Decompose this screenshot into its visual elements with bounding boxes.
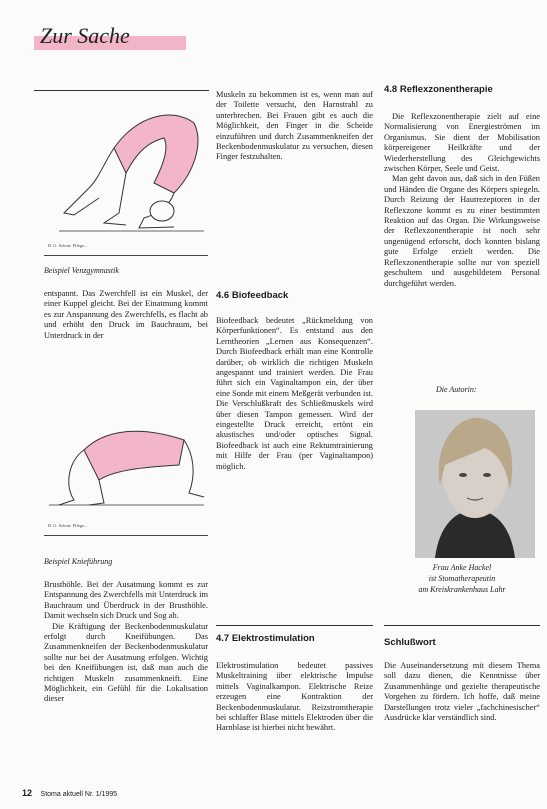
biofeedback-text: Biofeedback bedeutet „Rückmeldung von Körperfunktionen“. Es entstand aus den Lerntheorien „Lernen aus Konsequenzen“. Durch Biofeedback erhält man eine Kontrolle darüber, ob wirklich die richtigen Muskeln angespannt und trainiert werden. Die Frau führt sich ein Vaginaltampon ein, der über eine Sonde mit einem Meßgerät verbunden ist. Die Verschlußkraft des Schließmuskels wird über diesen Tampon gemessen. Wird der eingestellte Druck erreicht, ertönt ein akustisches und/oder optisches Signal. Biofeedback ist auch eine Rektumtrainierung mit Hilfe der Frau (per Vaginaltampon) möglich. bbox=[216, 316, 373, 471]
reflexzonentherapie-text bbox=[384, 112, 540, 289]
portrait-illustration bbox=[415, 410, 535, 558]
journal-name: Stoma aktuell Nr. 1/1995 bbox=[40, 791, 118, 798]
schlusswort-text: Die Auseinandersetzung mit diesem Thema soll dazu dienen, die Kenntnisse über Zusammenhänge und gezielte therapeutische Vorgehen zu fördern. Ich hoffe, daß meine Darstellungen trotz vieler „fachchinesischer“ Ausdrücke klar verständlich sind. bbox=[384, 661, 540, 723]
heading-reflexzonentherapie: 4.8 Reflexzonentherapie bbox=[384, 84, 493, 95]
figure-pelvic-lift bbox=[44, 103, 208, 256]
heading-biofeedback: 4.6 Biofeedback bbox=[216, 290, 289, 301]
exercise-illustration-2 bbox=[44, 375, 208, 535]
elektrostimulation-text: Elektrostimulation bedeutet passives Muskeltraining über elektrische Impulse mittels Vaginalkampon. Elektrische Reize erzeugen eine Kontraktion der Beckenbodenmuskulatur. Reizstromtherapie bei schlaffer Blase mittels Elektroden über die Harnblase ist hierbei nicht bewährt. bbox=[216, 661, 373, 733]
paragraph: Die Reflexzonentherapie zielt auf eine Normalisierung von Energieströmen im Organismus. Sie dient der Mobilisation körpereigener Heilkräfte und der Wiederherstellung des Gleichgewichts zwischen Körper, Seele und Geist. bbox=[384, 112, 540, 174]
figure-bridge bbox=[44, 375, 208, 536]
author-affiliation: am Kreiskrankenhaus Lahr bbox=[418, 585, 506, 594]
author-photo bbox=[415, 410, 535, 558]
figure-caption: Beispiel Knieführung bbox=[44, 557, 113, 566]
section-title: Zur Sache bbox=[40, 23, 130, 48]
col2-top-text: Muskeln zu bekommen ist es, wenn man auf der Toilette versucht, den Harnstrahl zu unterbrechen. Bei Frauen gibt es auch die Möglichkeit, den Finger in die Scheide einzuführen und durch Zusammenkneifen der Beckenbodenmuskulatur zu versuchen, diesen Finger festzuhalten. bbox=[216, 90, 373, 162]
col1-top-text: entspannt. Das Zwerchfell ist ein Muskel, der einer Kuppel gleicht. Bei der Einatmung kommt es zur Anspannung des Zwerchfells, es flacht ab und erhöht den Druck im Bauchraum, bei Unterdruck in der bbox=[44, 289, 208, 340]
col1-bottom-text bbox=[44, 580, 208, 705]
figure-credit: B. G. Schott: Pflege... bbox=[48, 243, 88, 248]
heading-schlusswort: Schlußwort bbox=[384, 637, 436, 648]
paragraph: Brusthöhle. Bei der Ausatmung kommt es zur Entspannung des Zwerchfells mit Unterdruck im Bauchraum und Überdruck in der Brusthöhle. Damit wechseln sich Druck und Sog ab. bbox=[44, 580, 208, 621]
author-caption bbox=[384, 562, 540, 595]
author-role: ist Stomatherapeutin bbox=[428, 574, 496, 583]
section-rule bbox=[216, 625, 373, 626]
paragraph: Man geht davon aus, daß sich in den Füßen und Händen die Organe des Körpers spiegeln. Durch Reizung der Hautrezeptoren in der Reflexzone kommt es zu einer bestimmten Reaktion auf das Organ. Die Wirkungsweise der Reflexzonentherapie ist noch sehr ungenügend erforscht, doch konnten bislang gute Erfolge erzielt werden. Die Reflexzonentherapie sollte nur von speziell geschultem und ausgebildetem Personal durchgeführt werden. bbox=[384, 174, 540, 288]
exercise-illustration-1 bbox=[44, 103, 208, 255]
paragraph: Die Kräftigung der Beckenbodenmuskulatur erfolgt durch Kneifübungen. Das Zusammenkneifen der Beckenbodenmuskulatur sollte nur bei der Ausatmung erfolgen. Wichtig bei den Kneifübungen ist, daß man auch die richtigen Muskeln zusammenkneift. Eine Möglichkeit, ein Gefühl für die Lokalisation dieser bbox=[44, 621, 208, 704]
figure-caption: Beispiel Venzgymnastik bbox=[44, 266, 119, 275]
author-label: Die Autorin: bbox=[436, 385, 477, 394]
page-number: 12 bbox=[22, 788, 33, 798]
author-name: Frau Anke Hackel bbox=[432, 563, 492, 572]
figure-credit: B. G. Schott: Pflege... bbox=[48, 523, 88, 528]
heading-elektrostimulation: 4.7 Elektrostimulation bbox=[216, 633, 315, 644]
page-footer bbox=[22, 788, 117, 798]
top-rule bbox=[34, 90, 209, 91]
section-rule bbox=[384, 625, 540, 626]
